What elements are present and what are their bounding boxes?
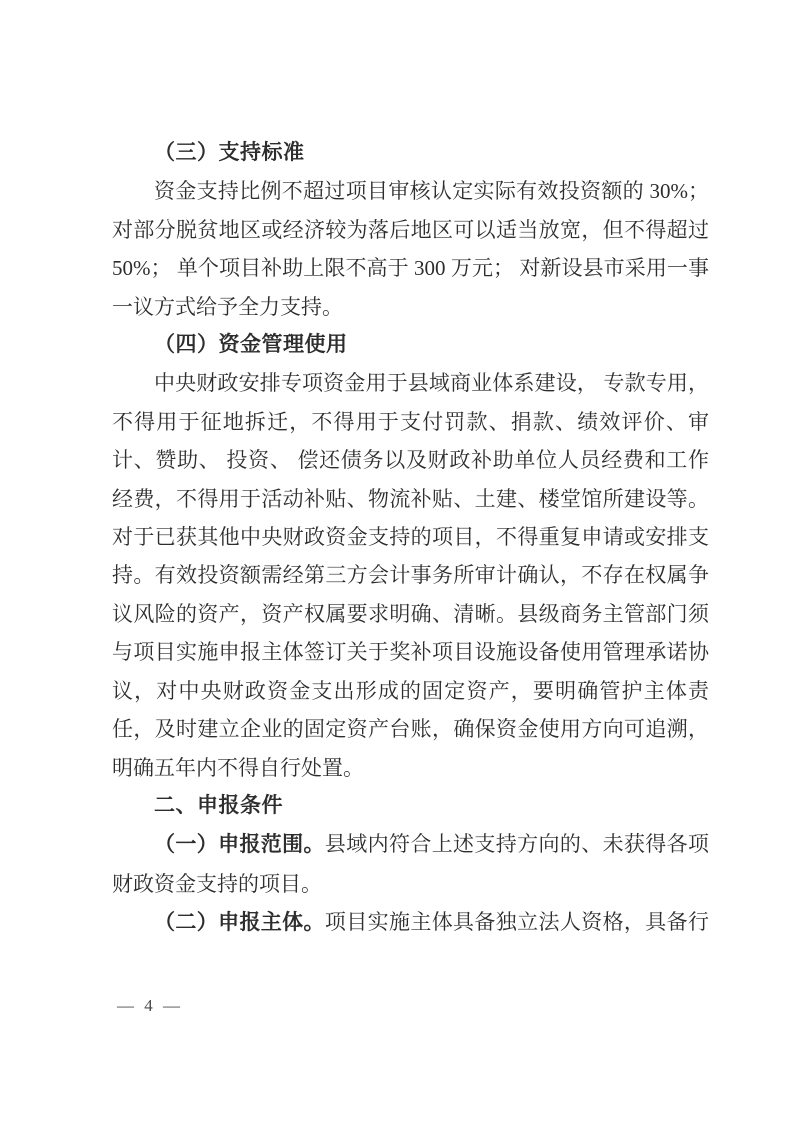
section-heading-support-standard: （三）支持标准 — [154, 141, 305, 164]
section-heading-application-conditions: 二、申报条件 — [154, 793, 283, 817]
paragraph-support-standard: 资金支持比例不超过项目审核认定实际有效投资额的 30%；对部分脱贫地区或经济较为落后地区可以适当放宽，但不得超过 50%； 单个项目补助上限不高于 300 万元； 对新设县市采用一事一议方式给予全力支持。 — [112, 179, 709, 319]
paragraph-text-application-scope: 县域内符合上述支持方向的、未获得各项财政资金支持的项目。 — [112, 832, 710, 896]
section-heading-fund-management: （四）资金管理使用 — [154, 333, 348, 357]
paragraph-lead-application-subject: （二）申报主体。 — [154, 911, 325, 935]
paragraph-fund-management: 中央财政安排专项资金用于县域商业体系建设， 专款专用，不得用于征地拆迁，不得用于支付罚款、捐款、绩效评价、审计、赞助、 投资、 偿还债务以及财政补助单位人员经费和工作经费，不得用于活动补贴、物流补贴、土建、楼堂馆所建设等。对于已获其他中央财政资金支持的项目，不得重复申请或安排支持。有效投资额需经第三方会计事务所审计确认，不存在权属争议风险的资产，资产权属要求明确、清晰。县级商务主管部门须与项目实施申报主体签订关于奖补项目设施设备使用管理承诺协议，对中央财政资金支出形成的固定资产，要明确管护主体责任，及时建立企业的固定资产台账，确保资金使用方向可追溯，明确五年内不得自行处置。 — [112, 371, 709, 780]
paragraph-text-application-subject: 项目实施主体具备独立法人资格，具备行 — [324, 910, 710, 935]
document-body — [112, 134, 709, 943]
paragraph-application-subject — [112, 903, 709, 942]
paragraph-lead-application-scope: （一）申报范围。 — [154, 833, 325, 857]
paragraph-application-scope — [112, 825, 709, 903]
page-number: — 4 — — [117, 996, 183, 1015]
